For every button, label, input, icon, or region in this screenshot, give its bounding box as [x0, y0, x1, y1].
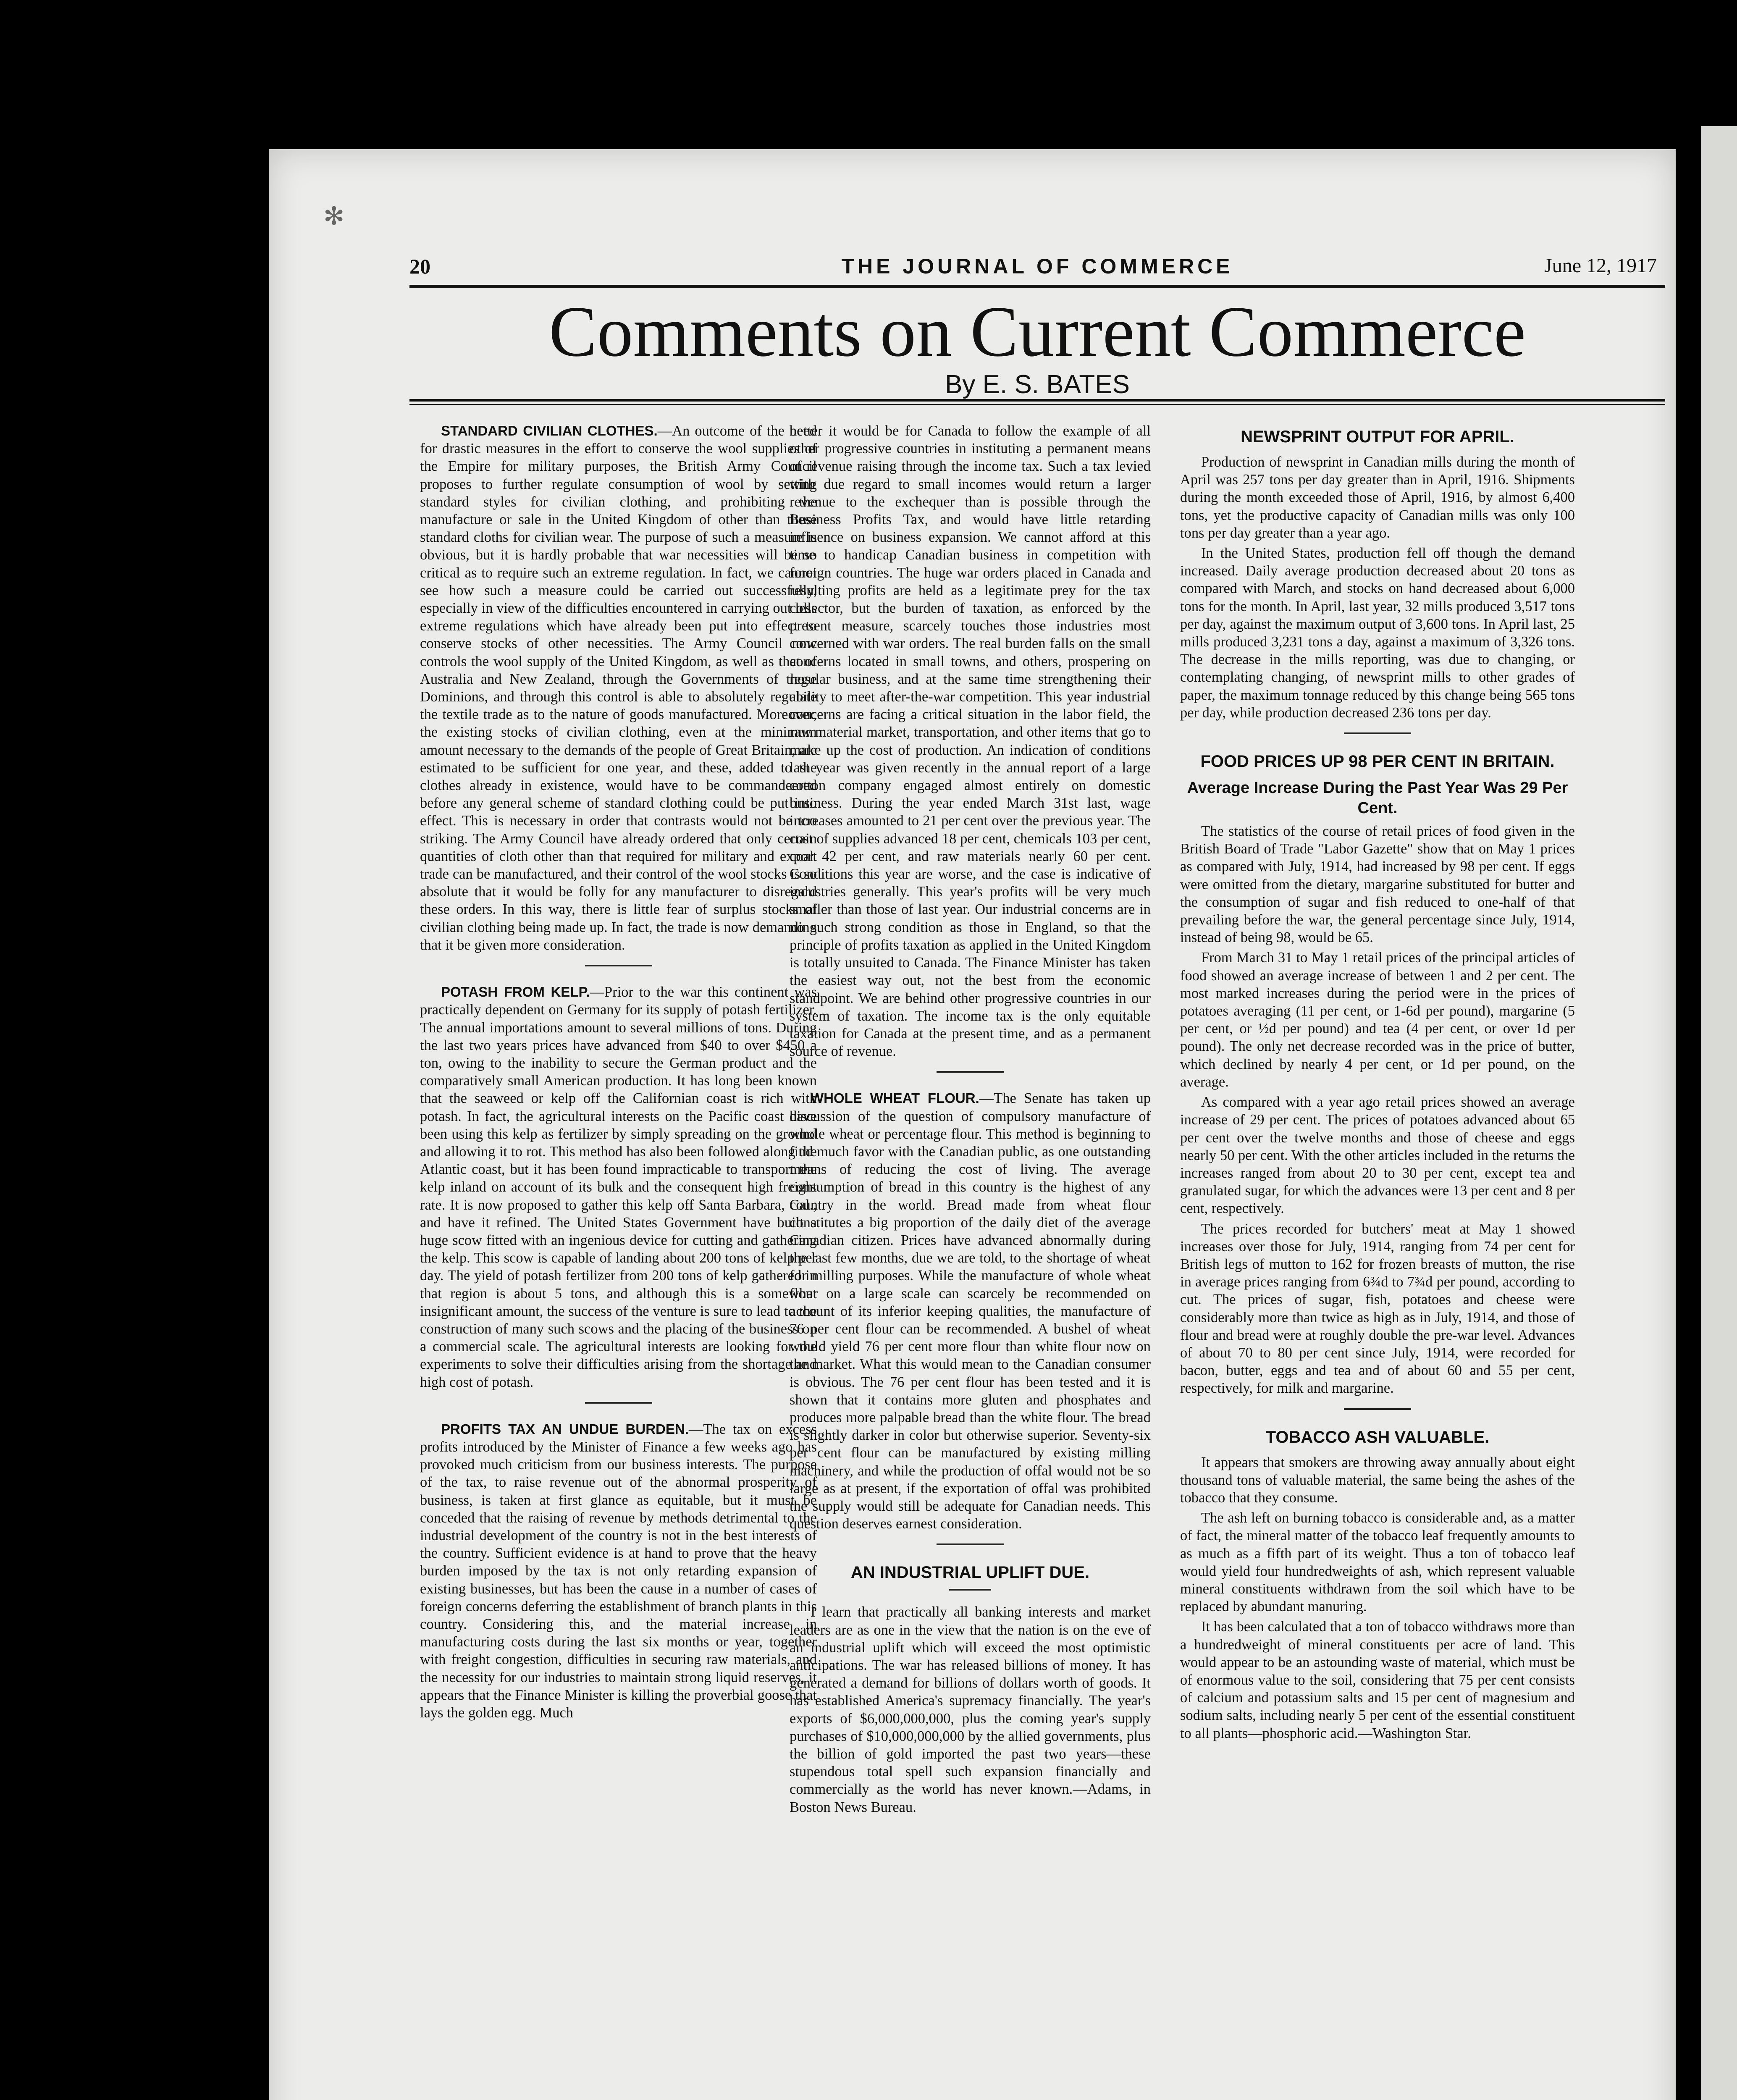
journal-title: THE JOURNAL OF COMMERCE	[841, 255, 1233, 278]
article-separator	[949, 1589, 991, 1591]
article-potash-from-kelp	[420, 983, 817, 1391]
ink-smudge-mark: ✻	[323, 202, 345, 231]
page-headline: Comments on Current Commerce	[548, 292, 1526, 372]
article-separator	[585, 965, 652, 966]
article-separator	[937, 1544, 1004, 1545]
paragraph: The statistics of the course of retail prices of food given in the British Board of Trade "Labor Gazette" show that on May 1 prices as compared with July, 1914, had increased by 98 per cent. If eggs were omitted from the dietary, margarine substituted for butter and the consumption of sugar and fish reduced to one-half of that prevailing before the war, the general percentage since July, 1914, instead of being 98, would be 65.	[1180, 823, 1575, 946]
paragraph: In the United States, production fell off though the demand increased. Daily average production decreased about 20 tons as compared with March, and stocks on hand decreased about 6,000 tons for the month. In April, last year, 32 mills produced 3,517 tons per day, against the maximum output of 3,600 tons. In April last, 25 mills produced 3,231 tons a day, against a maximum of 3,326 tons. The decrease in the mills reporting, was due to changing, or contemplating changing, of newsprint mills to other grades of paper, the maximum tonnage reduced by this change being 565 tons per day, while production decreased 236 tons per day.	[1180, 545, 1575, 721]
article-whole-wheat-flour	[790, 1089, 1151, 1533]
paragraph: Production of newsprint in Canadian mills during the month of April was 257 tons per day greater than in April, 1916. Shipments during the month exceeded those of April, 1916, by almost 6,400 tons, yet the productive capacity of Canadian mills was only 100 tons per day greater than a year ago.	[1180, 454, 1575, 541]
article-separator	[1344, 1408, 1411, 1410]
byline: By E. S. BATES	[945, 370, 1130, 399]
article-body: —Prior to the war this continent was practically dependent on Germany for its supply of potash fertilizer. The annual importations amount to several millions of tons. During the last two years prices have advanced from $40 to over $450 a ton, owing to the inability to secure the German product and the comparatively small American production. It has long been known that the seaweed or kelp off the Californian coast is rich with potash. In fact, the agricultural interests on the Pacific coast have been using this kelp as fertilizer by simply spreading on the ground and allowing it to rot. This method has also been followed along the Atlantic coast, but it has been found impracticable to transport the kelp inland on account of its bulk and the consequent high freight rate. It is now proposed to gather this kelp off Santa Barbara, Cal., and have it refined. The United States Government have built a huge scow fitted with an ingenious device for cutting and gathering the kelp. This scow is capable of landing about 200 tons of kelp per day. The yield of potash fertilizer from 200 tons of kelp gathered in that region is about 5 tons, and although this is a somewhat insignificant amount, the success of the venture is sure to lead to the construction of many such scows and the placing of the business on a commercial scale. The agricultural interests are looking for the experiments to solve their difficulties arising from the shortage and high cost of potash.	[420, 984, 817, 1390]
paragraph: From March 31 to May 1 retail prices of the principal articles of food showed an average increase of between 1 and 2 per cent. The most marked increases during the period were in the prices of potatoes averaging (11 per cent, or 1-6d per pound), margarine (5 per cent, or ½d per pound) and tea (4 per cent, or over 1d per pound). The only net decrease recorded was in the price of butter, which declined by nearly 4 per cent, or 1d per pound, on the average.	[1180, 950, 1575, 1090]
page-header	[409, 254, 1665, 284]
article-industrial-uplift: I learn that practically all banking interests and market leaders are as one in the view that the nation is on the eve of an industrial uplift which will exceed the most optimistic anticipations. The war has released billions of money. It has generated a demand for billions of dollars worth of goods. It has established America's supremacy financially. The year's exports of $6,000,000,000, plus the coming year's supply purchases of $10,000,000,000 by the allied governments, plus the billion of gold imported the past two years—these stupendous total spell such expansion financially and commercially as the world has never known.—Adams, in Boston News Bureau.	[790, 1604, 1151, 1815]
article-standard-civilian-clothes	[420, 422, 817, 954]
article-lead: POTASH FROM KELP.	[441, 984, 590, 1000]
issue-date: June 12, 1917	[1544, 255, 1657, 277]
column-3	[1180, 422, 1575, 2060]
article-separator	[1344, 732, 1411, 734]
article-separator	[937, 1071, 1004, 1073]
section-subheading: Average Increase During the Past Year Was 29 Per Cent.	[1187, 779, 1568, 817]
section-heading: NEWSPRINT OUTPUT FOR APRIL.	[1241, 428, 1514, 446]
adjacent-page-edge	[1701, 126, 1737, 2100]
paragraph: It appears that smokers are throwing away annually about eight thousand tons of valuable material, the same being the ashes of the tobacco that they consume.	[1180, 1454, 1575, 1506]
article-body: —An outcome of the need for drastic measures in the effort to conserve the wool supplies of the Empire for military purposes, the British Army Council proposes to further regulate consumption of wool by setting standard styles for civilian clothing, and prohibiting the manufacture or sale in the United Kingdom of other than these standard cloths for civilian wear. The purpose of such a measure is obvious, but it is hardly probable that war necessities will be so critical as to require such an extreme regulation. In fact, we cannot see how such a measure could be carried out successfully, especially in view of the difficulties encountered in carrying out less extreme regulations which have already been put into effect to conserve stocks of other necessities. The Army Council now controls the wool supply of the United Kingdom, as well as that of Australia and New Zealand, through the Governments of those Dominions, and through this control is able to absolutely regulate the textile trade as to the nature of goods manufactured. Moreover, the existing stocks of civilian clothing, even at the minimum amount necessary to the demands of the people of Great Britain, are estimated to be sufficient for one year, and these, added to the clothes already in existence, would have to be commandeered before any general scheme of standard clothing could be put into effect. This is necessary in order that contrasts would not be too striking. The Army Council have already ordered that only certain quantities of cloth other than that required for military and export trade can be manufactured, and their control of the wool stocks is so absolute that it would be folly for any manufacturer to disregard these orders. In this way, there is little fear of surplus stocks of civilian clothing being made up. In fact, the trade is now demanding that it be given more consideration.	[420, 423, 817, 953]
header-rule	[409, 285, 1665, 288]
paragraph: The prices recorded for butchers' meat at May 1 showed increases over those for July, 1914, ranging from 74 per cent for British legs of mutton to 162 for frozen breasts of mutton, the rise in average prices ranging from 6¾d to 7¾d per pound, according to cut. The prices of sugar, fish, potatoes and cheese were considerably more than twice as high as in July, 1914, and those of flour and bread were at roughly double the pre-war level. Advances of about 70 to 80 per cent since July, 1914, were recorded for bacon, butter, eggs and tea and of about 60 and 55 per cent, respectively, for milk and margarine.	[1180, 1221, 1575, 1396]
article-body: —The tax on excess profits introduced by the Minister of Finance a few weeks ago has provoked much criticism from our business interests. The purpose of the tax, to raise revenue out of the abnormal prosperity of business, is taken at first glance as equitable, but it must be conceded that the raising of revenue by methods detrimental to the industrial development of the country is not in the best interests of the country. Sufficient evidence is at hand to prove that the heavy burden imposed by the tax is not only retarding expansion of existing businesses, but has been the cause in a number of cases of foreign concerns deferring the establishment of branch plants in this country. Considering this, and the material increase in manufacturing costs during the last six months or year, together with freight congestion, difficulties in securing raw materials, and the necessity for our industries to maintain strong liquid reserves, it appears that the Finance Minister is killing the proverbial goose that lays the golden egg. Much	[420, 1421, 817, 1721]
headline-rule-thick	[409, 399, 1665, 402]
section-heading: FOOD PRICES UP 98 PER CENT IN BRITAIN.	[1200, 752, 1555, 771]
paragraph: It has been calculated that a ton of tobacco withdraws more than a hundredweight of mineral constituents per acre of land. This would appear to be an astounding waste of material, which must be of enormous value to the soil, considering that 75 per cent consists of calcium and potassium salts and 15 per cent of magnesium and sodium salts, including nearly 5 per cent of the essential constituent to all plants—phosphoric acid.—Washington Star.	[1180, 1619, 1575, 1741]
headline-rule-thin	[409, 404, 1665, 405]
article-profits-tax	[420, 1420, 817, 1722]
article-lead: WHOLE WHEAT FLOUR.	[811, 1090, 979, 1106]
column-1	[420, 422, 817, 2060]
paragraph: As compared with a year ago retail prices showed an average increase of 29 per cent. The prices of potatoes advanced about 65 per cent over the twelve months and those of cheese and eggs nearly 50 per cent. With the other articles included in the returns the increases ranged from about 20 to 30 per cent, except tea and granulated sugar, for which the advances were 13 per cent and 8 per cent, respectively.	[1180, 1094, 1575, 1217]
article-lead: STANDARD CIVILIAN CLOTHES.	[441, 423, 658, 438]
paragraph: The ash left on burning tobacco is considerable and, as a matter of fact, the mineral matter of the tobacco leaf frequently amounts to as much as a fifth part of its weight. Thus a ton of tobacco leaf would yield four hundredweights of ash, which represent valuable mineral constituents withdrawn from the soil which have to be replaced by abundant manuring.	[1180, 1510, 1575, 1615]
section-heading: AN INDUSTRIAL UPLIFT DUE.	[850, 1563, 1090, 1582]
section-heading: TOBACCO ASH VALUABLE.	[1265, 1428, 1490, 1446]
article-lead: PROFITS TAX AN UNDUE BURDEN.	[441, 1421, 689, 1437]
page-number: 20	[409, 255, 430, 278]
article-profits-tax-continued: better it would be for Canada to follow the example of all other progressive countries in instituting a permanent means of revenue raising through the income tax. Such a tax levied with due regard to small incomes would return a larger revenue to the exchequer than is possible through the Business Profits Tax, and would have little retarding influence on business expansion. We cannot afford at this time to handicap Canadian business in competition with foreign countries. The huge war orders placed in Canada and resulting profits are held as a legitimate prey for the tax collector, but the burden of taxation, as enforced by the present measure, scarcely touches those industries most concerned with war orders. The real burden falls on the small concerns located in small towns, and others, prospering on regular business, and at the same time strengthening their ability to meet after-the-war competition. This year industrial concerns are facing a critical situation in the labor field, the raw material market, transportation, and other items that go to make up the cost of production. An indication of conditions last year was given recently in the annual report of a large cotton company engaged almost entirely on domestic business. During the year ended March 31st last, wage increases amounted to 21 per cent over the previous year. The cost of supplies advanced 18 per cent, chemicals 103 per cent, coal 42 per cent, and raw materials nearly 60 per cent. Conditions this year are worse, and the case is indicative of industries generally. This year's profits will be very much smaller than those of last year. Our industrial concerns are in no such strong condition as those in England, so that the principle of profits taxation as applied in the United Kingdom is totally unsuited to Canada. The Finance Minister has taken the easiest way out, not the best from the economic standpoint. We are behind other progressive countries in our system of taxation. The income tax is the only equitable taxation for Canada at the present time, and as a permanent source of revenue.	[790, 423, 1151, 1060]
column-2	[790, 422, 1151, 2060]
article-separator	[585, 1402, 652, 1404]
article-body: —The Senate has taken up discussion of the question of compulsory manufacture of whole wheat or percentage flour. This method is beginning to find much favor with the Canadian public, as one outstanding means of reducing the cost of living. The average consumption of bread in this country is the highest of any country in the world. Bread made from wheat flour constitutes a big proportion of the daily diet of the average Canadian citizen. Prices have advanced abnormally during the last few months, due we are told, to the shortage of wheat for milling purposes. While the manufacture of whole wheat flour on a large scale can scarcely be recommended on account of its inferior keeping qualities, the manufacture of 76 per cent flour can be recommended. A bushel of wheat would yield 76 per cent more flour than white flour now on the market. What this would mean to the Canadian consumer is obvious. The 76 per cent flour has been tested and it is shown that it contains more gluten and phosphates and produces more palpable bread than the white flour. The bread is slightly darker in color but otherwise superior. Seventy-six per cent flour can be manufactured by existing milling machinery, and while the production of offal would not be so large as at present, if the exportation of offal was prohibited the supply would still be adequate for Canadian needs. This question deserves earnest consideration.	[790, 1090, 1151, 1532]
